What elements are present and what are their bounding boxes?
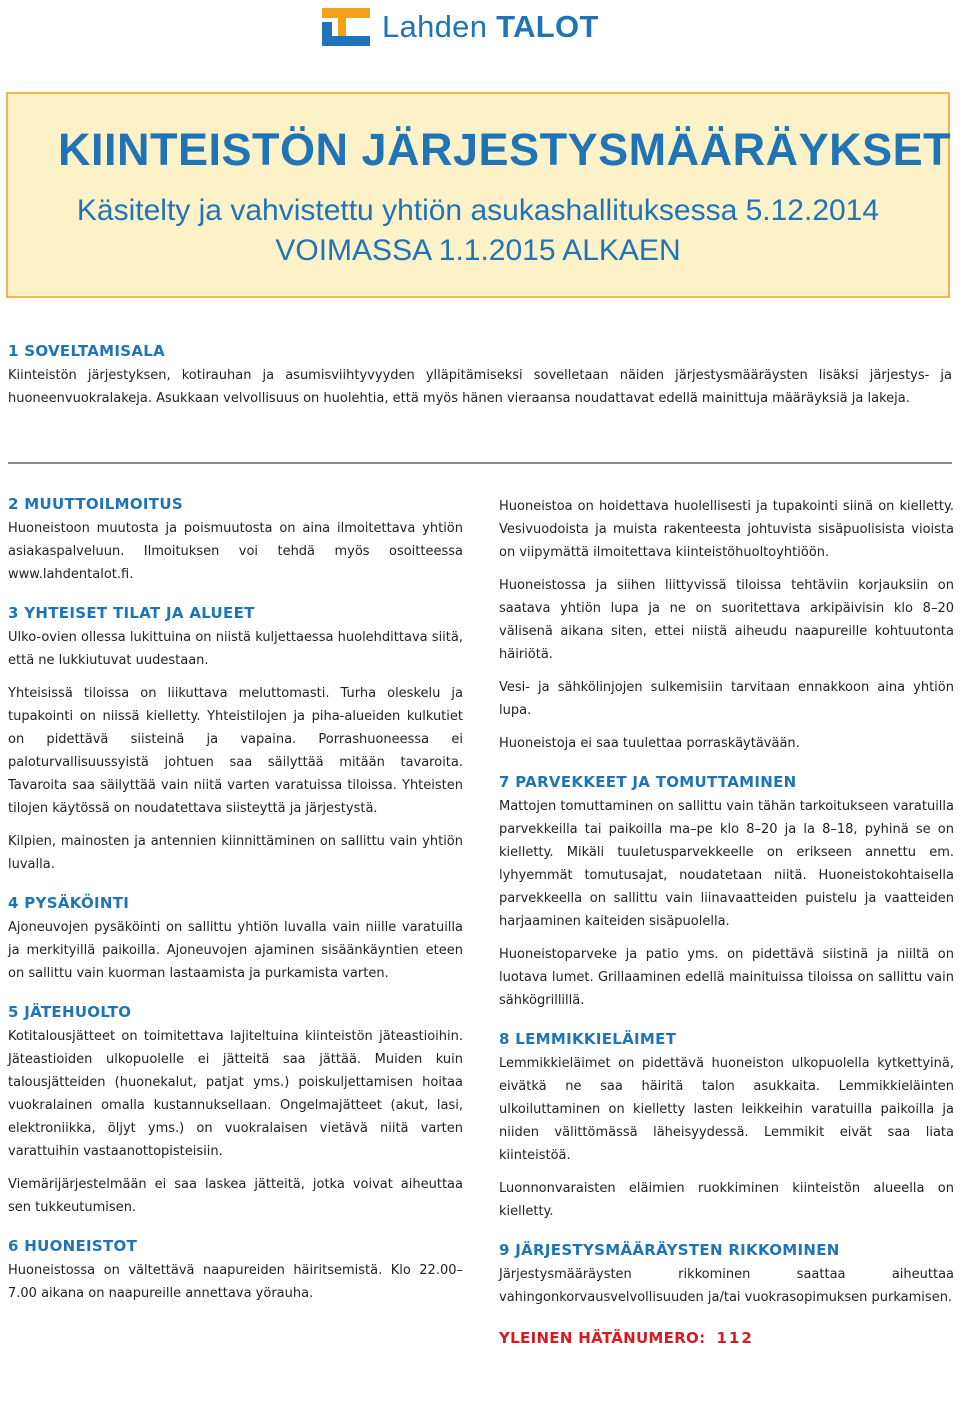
section-paragraph: Järjestysmääräysten rikkominen saattaa aiheuttaa vahingonkorvausvelvollisuuden ja/tai vuokrasopimuksen purkamisen. xyxy=(499,1267,954,1305)
section-huoneistot-continued xyxy=(499,495,954,755)
logo-brand-bold: TALOT xyxy=(496,9,599,44)
section-paragraph: Kiinteistön järjestyksen, kotirauhan ja asumisviihtyvyyden ylläpitämiseksi sovelletaan näiden järjestysmääräysten lisäksi järjestys- ja huoneenvuokralakeja. Asukkaan velvollisuus on huolehtia, että myös hänen vieraansa noudattavat edellä mainittuja määräyksiä ja lakeja. xyxy=(8,368,952,406)
right-column xyxy=(499,495,954,1350)
section-paragraph: Huoneistoon muutosta ja poismuutosta on aina ilmoitettava yhtiön asiakaspalveluun. Ilmoituksen voi tehdä myös osoitteessa www.lahdentalot.fi. xyxy=(8,521,463,582)
section-paragraph: Kotitalousjätteet on toimitettava lajiteltuina kiinteistön jäteastioihin. Jäteastioiden ulkopuolelle ei jätteitä saa jättää. Muiden kuin talousjätteiden (huonekalut, patjat yms.) poiskuljettamisen hoitaa vuokralainen omalla kustannuksellaan. Ongelmajätteet (akut, lasi, elektroniikka, öljyt yms.) on vuokralaisen vietävä niitä varten varattuihin vastaanottopisteisiin. xyxy=(8,1029,463,1159)
title-banner xyxy=(6,92,950,298)
section-jatehuolto xyxy=(8,1003,463,1219)
section-lemmikkielaimet xyxy=(499,1030,954,1223)
section-heading: 3 YHTEISET TILAT JA ALUEET xyxy=(8,604,255,622)
section-rikkominen xyxy=(499,1241,954,1309)
section-paragraph: Yhteisissä tiloissa on liikuttava meluttomasti. Turha oleskelu ja tupakointi on niissä kielletty. Yhteistilojen ja piha-alueiden kulkutiet on pidettävä siisteinä ja vapaina. Porrashuoneessa ei paloturvallisuussyistä johtuen saa säilyttää mitään tavaroita. Tavaroita saa säilyttää vain niitä varten varatuissa tiloissa. Yhteisten tilojen käytössä on noudatettava siisteyttä ja järjestystä. xyxy=(8,686,463,816)
section-paragraph: Huoneistoja ei saa tuulettaa porraskäytävään. xyxy=(499,736,800,751)
section-huoneistot xyxy=(8,1237,463,1305)
section-paragraph: Vesi- ja sähkölinjojen sulkemisiin tarvitaan ennakkoon aina yhtiön lupa. xyxy=(499,680,954,718)
section-heading: 8 LEMMIKKIELÄIMET xyxy=(499,1030,677,1048)
page-subtitle-effective: VOIMASSA 1.1.2015 ALKAEN xyxy=(275,234,681,267)
section-parvekkeet xyxy=(499,773,954,1012)
section-paragraph: Viemärijärjestelmään ei saa laskea jätteitä, jotka voivat aiheuttaa sen tukkeutumisen. xyxy=(8,1177,463,1215)
section-paragraph: Kilpien, mainosten ja antennien kiinnittäminen on sallittu vain yhtiön luvalla. xyxy=(8,834,463,872)
section-paragraph: Huoneistoa on hoidettava huolellisesti ja tupakointi siinä on kielletty. Vesivuodoista ja muista rakenteesta johtuvista sisäpuolisista vioista on viipymättä ilmoitettava kiinteistöhuoltoyhtiöön. xyxy=(499,499,954,560)
section-paragraph: Huoneistossa on vältettävä naapureiden häiritsemistä. Klo 22.00–7.00 aikana on naapureille annettava yörauha. xyxy=(8,1263,463,1301)
section-heading: 2 MUUTTOILMOITUS xyxy=(8,495,183,513)
section-paragraph: Mattojen tomuttaminen on sallittu vain tähän tarkoitukseen varatuilla parvekkeilla tai paikoilla ma–pe klo 8–20 ja la 8–18, pyhinä se on kielletty. Mikäli tuuletusparvekkeelle on erikseen annettu em. lyhyemmät tomutusajat, noudatetaan niitä. Huoneistokohtaisella parvekkeella on sallittu vain liinavaatteiden puistelu ja vaatteiden harjaaminen kaiteiden sisäpuolella. xyxy=(499,799,954,929)
section-heading: 9 JÄRJESTYSMÄÄRÄYSTEN RIKKOMINEN xyxy=(499,1241,840,1259)
emergency-number-value: 112 xyxy=(716,1329,754,1347)
section-paragraph: Lemmikkieläimet on pidettävä huoneiston ulkopuolella kytkettyinä, eivätkä ne saa häiritä talon asukkaita. Lemmikkieläinten ulkoiluttaminen on kielletty lasten leikkeihin varatuilla paikoilla ja niiden välittömässä läheisyydessä. Lemmikit eivät saa liata kiinteistöä. xyxy=(499,1056,954,1163)
section-heading: 7 PARVEKKEET JA TOMUTTAMINEN xyxy=(499,773,797,791)
section-paragraph: Ulko-ovien ollessa lukittuina on niistä kuljettaessa huolehdittava siitä, että ne lukkiutuvat uudestaan. xyxy=(8,630,463,668)
page-subtitle-approval: Käsitelty ja vahvistettu yhtiön asukashallituksessa 5.12.2014 xyxy=(76,194,880,227)
page-title: KIINTEISTÖN JÄRJESTYSMÄÄRÄYKSET xyxy=(58,124,952,175)
left-column xyxy=(8,495,463,1305)
section-heading: 5 JÄTEHUOLTO xyxy=(8,1003,132,1021)
emergency-number xyxy=(499,1327,954,1350)
logo-wordmark xyxy=(382,9,599,45)
section-heading: 1 SOVELTAMISALA xyxy=(8,342,166,360)
section-paragraph: Huoneistossa ja siihen liittyvissä tiloissa tehtäviin korjauksiin on saatava yhtiön lupa ja ne on suoritettava arkipäivisin klo 8–20 välisenä aikana siten, ettei niistä aiheudu naapureille kohtuutonta häiriötä. xyxy=(499,578,954,662)
section-yhteiset-tilat xyxy=(8,604,463,876)
section-heading: 4 PYSÄKÖINTI xyxy=(8,894,130,912)
section-soveltamisala xyxy=(8,342,952,410)
section-pysakointi xyxy=(8,894,463,985)
lahden-talot-logo xyxy=(318,6,599,48)
section-paragraph: Luonnonvaraisten eläimien ruokkiminen kiinteistön alueella on kielletty. xyxy=(499,1181,954,1219)
section-muuttoilmoitus xyxy=(8,495,463,586)
section-heading: 6 HUONEISTOT xyxy=(8,1237,138,1255)
section-paragraph: Ajoneuvojen pysäköinti on sallittu yhtiön luvalla vain niille varatuilla ja merkityillä paikoilla. Ajoneuvojen ajaminen sisäänkäyntien eteen on sallittu vain kuorman lastaamista ja purkamista varten. xyxy=(8,920,463,981)
lahden-talot-logo-mark xyxy=(318,6,374,48)
emergency-label: YLEINEN HÄTÄNUMERO: xyxy=(499,1329,706,1347)
section-divider xyxy=(8,462,952,464)
logo-brand-light: Lahden xyxy=(382,9,488,44)
section-paragraph: Huoneistoparveke ja patio yms. on pidettävä siistinä ja niiltä on luotava lumet. Grillaaminen edellä mainituissa tiloissa on sallittu vain sähkögrillillä. xyxy=(499,947,954,1008)
